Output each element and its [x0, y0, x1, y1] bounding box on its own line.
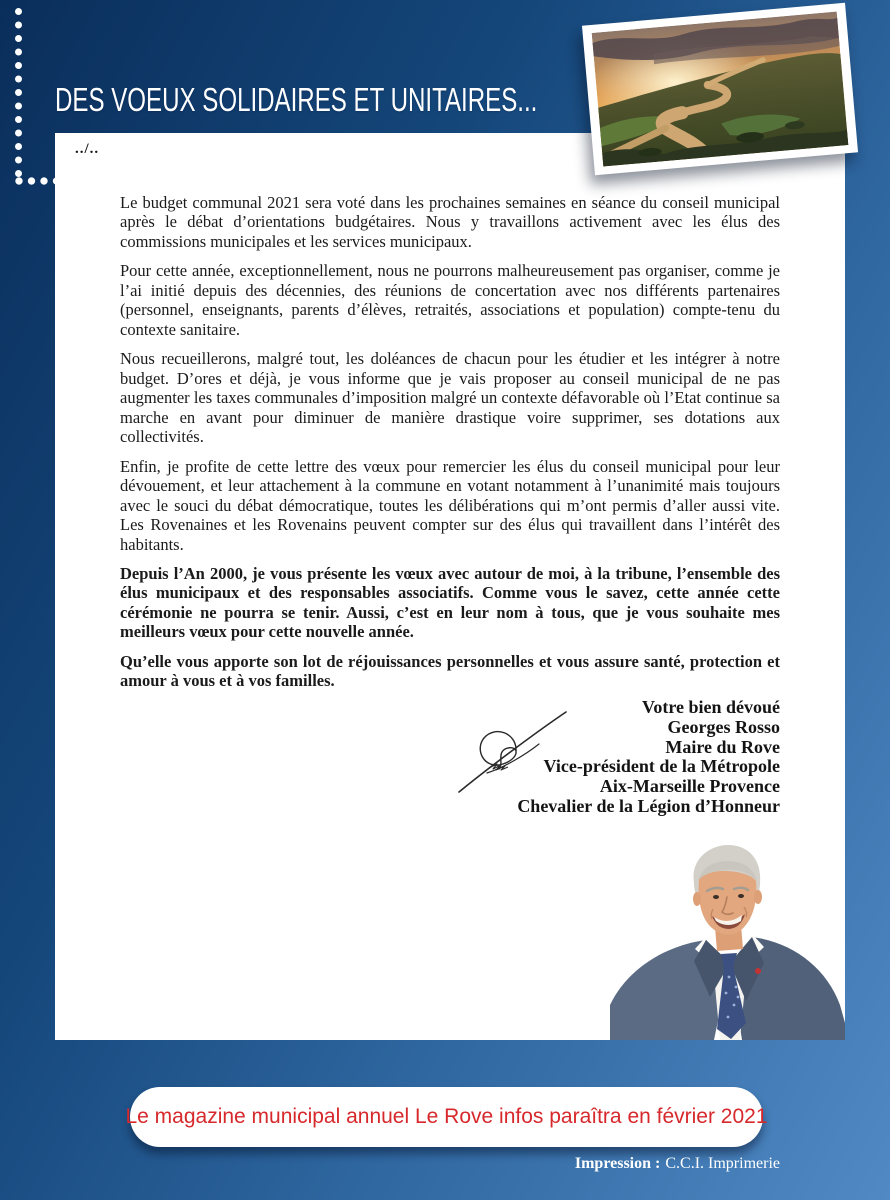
signature-line-metropole: Aix-Marseille Provence	[599, 776, 780, 797]
paragraph-taxes: Nous recueillerons, malgré tout, les doléances de chacun pour les étudier et les intégrer à notre budget. D’ores et déjà, je vous informe que je vais proposer au conseil municipal de ne pas augmenter les taxes communales d’imposition malgré un contexte défavorable où l’Etat continue sa marche en avant pour diminuer de manière drastique voire supprimer, ses dotations aux collectivités.	[120, 349, 780, 447]
paragraph-budget: Le budget communal 2021 sera voté dans les prochaines semaines en séance du conseil municipal après le débat d’orientations budgétaires. Nous y travaillons activement avec les élus des commissions municipales et les services municipaux.	[120, 193, 780, 251]
printer-credit-value: C.C.I. Imprimerie	[665, 1155, 780, 1172]
banner-text: Le magazine municipal annuel Le Rove infos paraîtra en février 2021	[125, 1105, 768, 1128]
dotted-line-horizontal-decoration	[14, 176, 64, 186]
landscape-photo-frame	[582, 3, 858, 175]
letter-body	[120, 193, 780, 701]
paragraph-concertation: Pour cette année, exceptionnellement, nous ne pourrons malheureusement pas organiser, comme je l’ai initié depuis des décennies, des réunions de concertation avec nos différents partenaires (personnel, enseignants, parents d’élèves, retraités, associations et population) compte-tenu du contexte sanitaire.	[120, 261, 780, 339]
page-title: DES VOEUX SOLIDAIRES ET UNITAIRES...	[55, 81, 538, 118]
sunset-landscape-photo	[592, 12, 849, 167]
mayor-portrait-photo	[610, 835, 845, 1040]
signature-line-vicepresident: Vice-président de la Métropole	[543, 756, 780, 777]
signature-line-name: Georges Rosso	[667, 716, 780, 737]
letter-card	[55, 133, 845, 1040]
dotted-line-vertical-decoration	[14, 5, 23, 181]
magazine-announcement-banner	[125, 1087, 768, 1147]
printer-credit	[575, 1155, 780, 1173]
paragraph-remerciements: Enfin, je profite de cette lettre des vœux pour remercier les élus du conseil municipal pour leur dévouement, et leur attachement à la commune en votant notamment à l’unanimité mais toujours avec le souci du débat démocratique, toutes les délibérations qui m’ont permis d’aller aussi vite. Les Rovenaines et les Rovenains peuvent compter sur des élus qui travaillent dans l’intérêt des habitants.	[120, 456, 780, 554]
printer-credit-label: Impression :	[574, 1155, 661, 1172]
paragraph-voeux: Depuis l’An 2000, je vous présente les vœux avec autour de moi, à la tribune, l’ensemble des élus municipaux et des responsables associatifs. Comme vous le savez, cette année cette cérémonie ne pourra se tenir. Aussi, c’est en leur nom à tous, que je vous souhaite mes meilleurs vœux pour cette nouvelle année.	[120, 563, 780, 642]
paragraph-souhaits: Qu’elle vous apporte son lot de réjouissances personnelles et vous assure santé, protection et amour à vous et à vos familles.	[120, 651, 780, 691]
continuation-mark: ../..	[75, 141, 100, 157]
signature-line-legion: Chevalier de la Légion d’Honneur	[517, 795, 780, 816]
signature-line-maire: Maire du Rove	[665, 736, 780, 757]
signature-block	[517, 698, 780, 817]
signature-line-devoue: Votre bien dévoué	[641, 697, 780, 717]
